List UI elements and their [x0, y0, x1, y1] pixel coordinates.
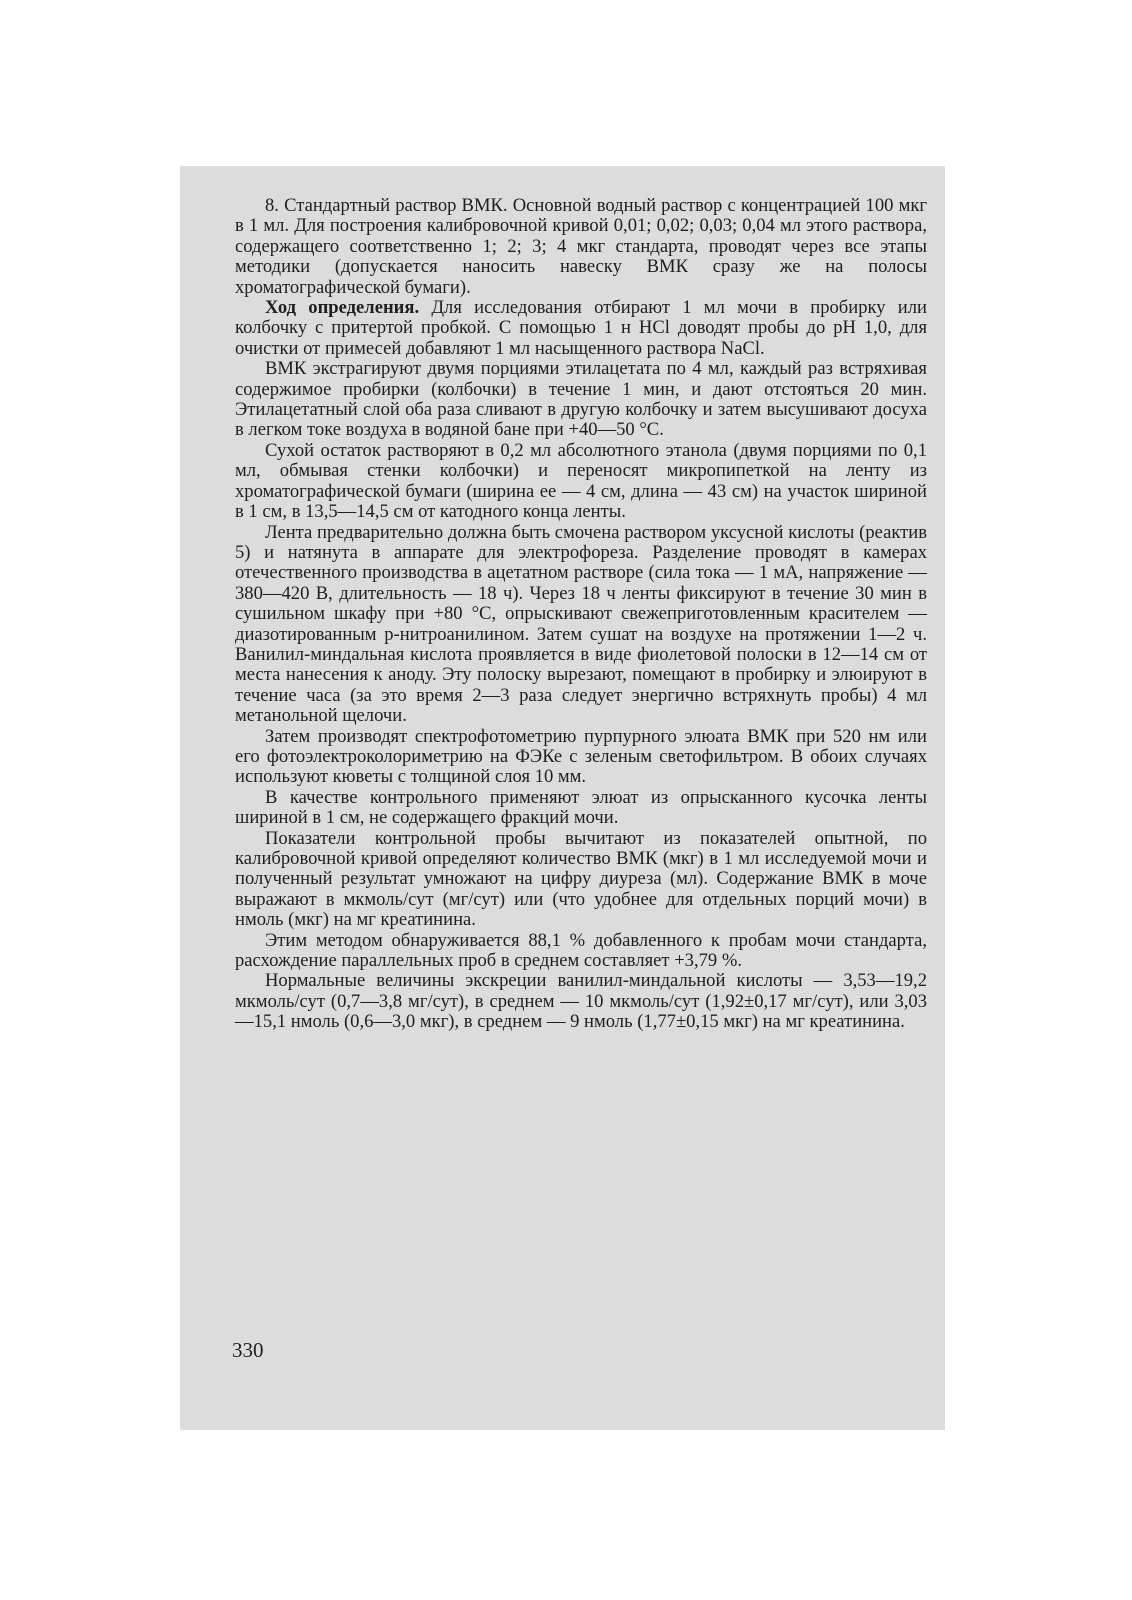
paragraph-control: В качестве контрольного применяют элюат из опрысканного кусочка ленты шириной в 1 см, не содержащего фракций мочи. — [235, 786, 927, 829]
paragraph-dry-residue: Сухой остаток растворяют в 0,2 мл абсолютного этанола (двумя порциями по 0,1 мл, обмывая стенки колбочки) и переносят микропипеткой на ленту из хроматографической бумаги (ширина ее — 4 см, длина — 43 см) на участок шириной в 1 см, в 13,5—14,5 см от катодного конца ленты. — [235, 439, 927, 523]
paragraph-extraction: ВМК экстрагируют двумя порциями этилацетата по 4 мл, каждый раз встряхивая содержимое пробирки (колбочки) в течение 1 мин, и дают отстояться 20 мин. Этилацетатный слой оба раза сливают в другую колбочку и затем высушивают досуха в легком токе воздуха в водяной бане при +40—50 °C. — [235, 358, 927, 441]
book-page — [180, 166, 945, 1430]
paragraph-calculation: Показатели контрольной пробы вычитают из показателей опытной, по калибровочной кривой определяют количество ВМК (мкг) в 1 мл исследуемой мочи и полученный результат умножают на цифру диуреза (мл). Содержание ВМК в моче выражают в мкмоль/сут (мг/сут) или (что удобнее для отдельных порций мочи) в нмоль (мкг) на мг креатинина. — [235, 827, 927, 931]
paragraph-procedure — [235, 298, 927, 359]
paragraph-standard-solution: 8. Стандартный раствор ВМК. Основной водный раствор с концентрацией 100 мкг в 1 мл. Для построения калибровочной кривой 0,01; 0,02; 0,03; 0,04 мл этого раствора, содержащего соответственно 1; 2; 3; 4 мкг стандарта, проводят через все этапы методики (допускается наносить навеску ВМК сразу же на полосы хроматографической бумаги). — [235, 195, 927, 298]
paragraph-spectrophotometry: Затем производят спектрофотометрию пурпурного элюата ВМК при 520 нм или его фотоэлектроколориметрию на ФЭКе с зеленым светофильтром. В обоих случаях используют кюветы с толщиной слоя 10 мм. — [235, 725, 927, 788]
paragraph-normal-values: Нормальные величины экскреции ванилил-миндальной кислоты — 3,53—19,2 мкмоль/сут (0,7—3,8 мг/сут), в среднем — 10 мкмоль/сут (1,92±0,17 мг/сут), или 3,03—15,1 нмоль (0,6—3,0 мкг), в среднем — 9 нмоль (1,77±0,15 мкг) на мг креатинина. — [235, 970, 927, 1033]
body-text — [235, 196, 927, 1033]
page-number: 330 — [232, 1338, 264, 1362]
procedure-text: Для исследования отбирают 1 мл мочи в пробирку или колбочку с притертой пробкой. С помощью 1 н HCl доводят пробы до pH 1,0, для очистки от примесей добавляют 1 мл насыщенного раствора NaCl. — [235, 297, 927, 359]
paragraph-recovery: Этим методом обнаруживается 88,1 % добавленного к пробам мочи стандарта, расхождение параллельных проб в среднем составляет +3,79 %. — [235, 929, 927, 972]
paragraph-electrophoresis: Лента предварительно должна быть смочена раствором уксусной кислоты (реактив 5) и натянута в аппарате для электрофореза. Разделение проводят в камерах отечественного производства в ацетатном растворе (сила тока — 1 мА, напряжение — 380—420 В, длительность — 18 ч). Через 18 ч ленты фиксируют в течение 30 мин в сушильном шкафу при +80 °C, опрыскивают свежеприготовленным красителем — диазотированным р-нитроанилином. Затем сушат на воздухе на протяжении 1—2 ч. Ванилил-миндальная кислота проявляется в виде фиолетовой полоски в 12—14 см от места нанесения к аноду. Эту полоску вырезают, помещают в пробирку и элюируют в течение часа (за это время 2—3 раза следует энергично встряхнуть пробы) 4 мл метанольной щелочи. — [235, 521, 927, 727]
procedure-heading: Ход определения. — [265, 297, 420, 319]
